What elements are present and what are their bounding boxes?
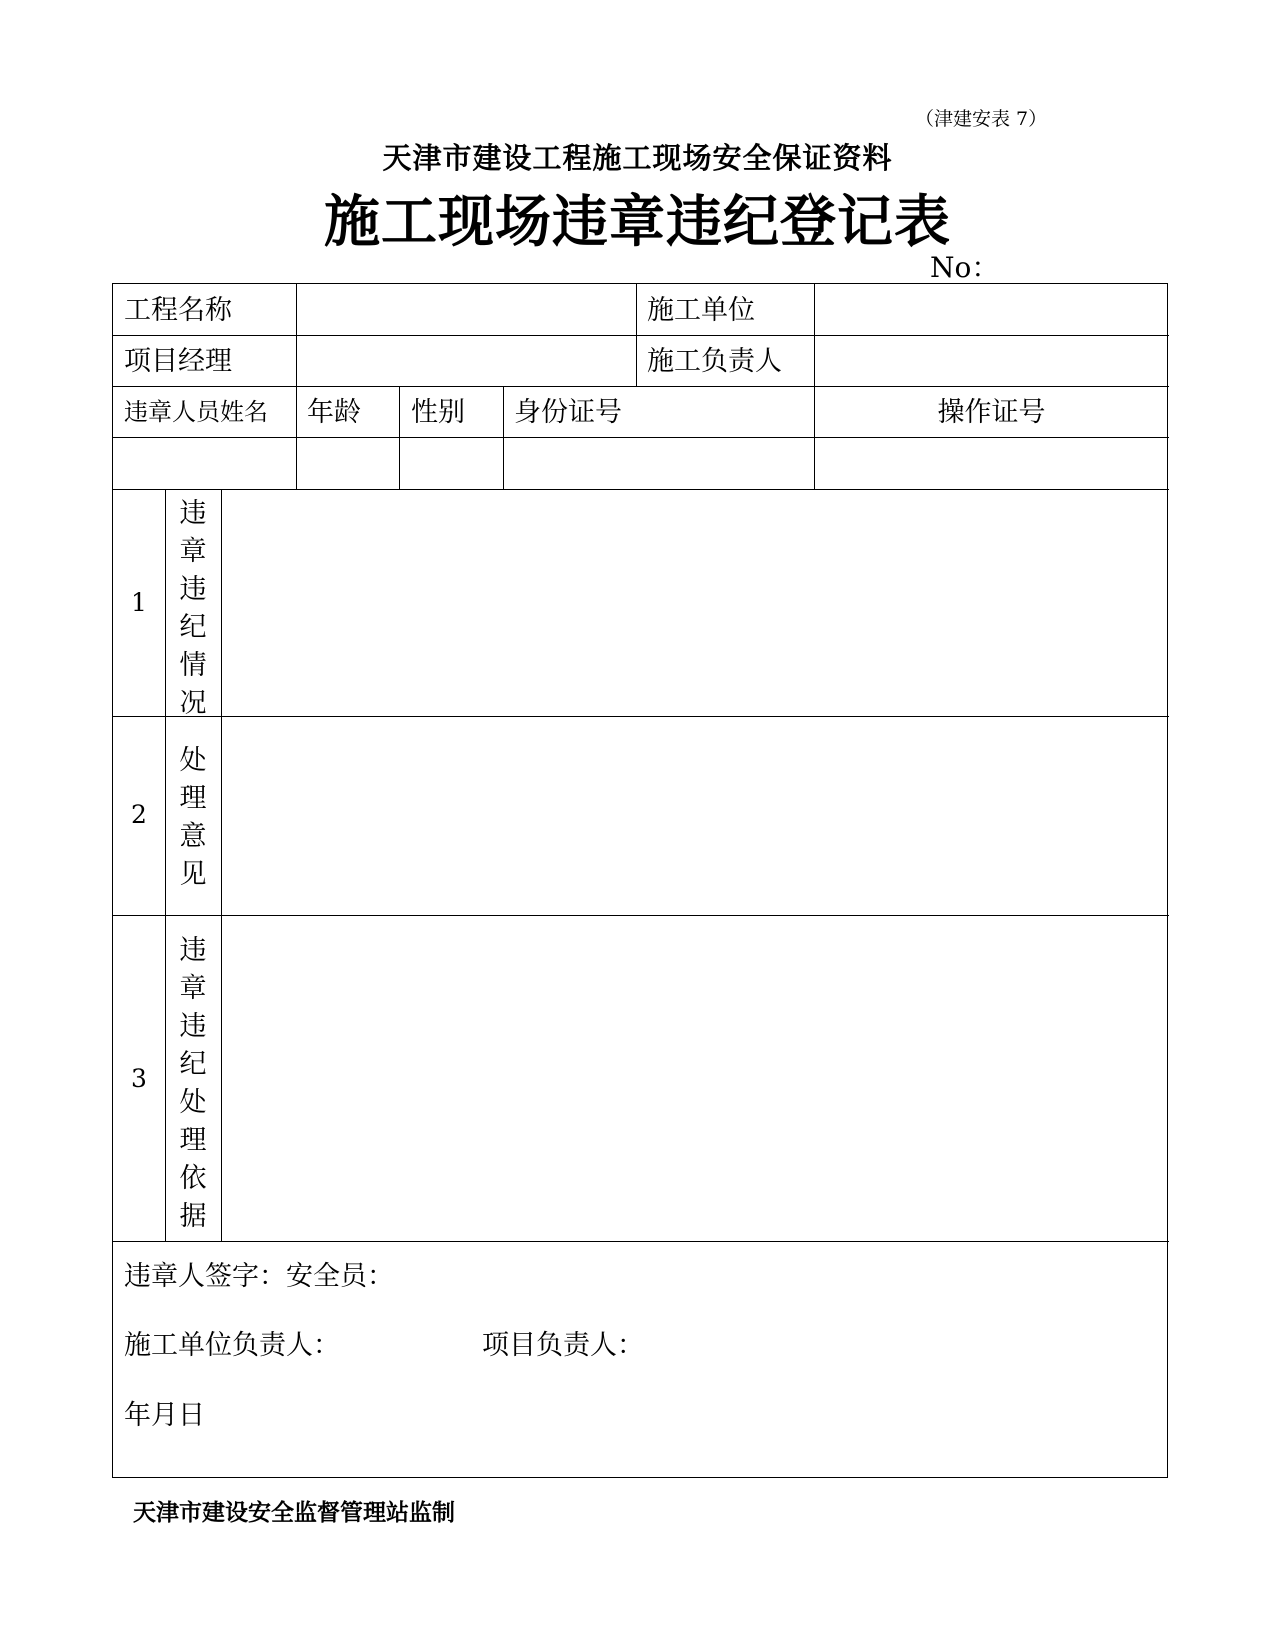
issuer-footer: 天津市建设安全监督管理站监制 — [133, 1500, 455, 1526]
serial-number-label: No： — [930, 251, 1000, 284]
project-manager-field[interactable] — [308, 348, 628, 378]
column-divider — [221, 489, 222, 1241]
row-divider — [113, 386, 1169, 387]
project-name-field[interactable] — [308, 297, 628, 327]
age-header: 年龄 — [307, 397, 361, 428]
age-field[interactable] — [303, 450, 393, 482]
construction-leader-label: 施工负责人 — [647, 346, 782, 377]
id-number-field[interactable] — [510, 450, 808, 482]
violator-name-field[interactable] — [121, 450, 291, 482]
violator-signature-label: 违章人签字：安全员： — [124, 1261, 394, 1292]
section-number: 2 — [131, 800, 147, 829]
id-number-header: 身份证号 — [514, 397, 622, 428]
handling-opinion-label: 处 理 意 见 — [179, 745, 207, 890]
project-manager-label: 项目经理 — [124, 346, 232, 377]
row-divider — [113, 1241, 1169, 1242]
column-divider — [503, 386, 504, 489]
operation-cert-header: 操作证号 — [937, 397, 1046, 428]
form-code: （津建安表 7） — [915, 108, 1048, 130]
row-divider — [113, 489, 1169, 490]
page-title: 施工现场违章违纪登记表 — [324, 190, 951, 255]
column-divider — [814, 284, 815, 489]
project-name-label: 工程名称 — [124, 295, 232, 326]
column-divider — [296, 386, 297, 489]
gender-field[interactable] — [406, 450, 496, 482]
section-number: 1 — [131, 588, 147, 617]
section-number: 3 — [131, 1064, 147, 1093]
org-title: 天津市建设工程施工现场安全保证资料 — [382, 141, 893, 175]
column-divider — [296, 284, 297, 386]
violation-situation-label: 违 章 违 纪 情 况 — [179, 498, 207, 719]
row-divider — [113, 335, 1169, 336]
violation-situation-field[interactable] — [231, 499, 1157, 707]
operation-cert-field[interactable] — [821, 450, 1161, 482]
violation-register-table — [112, 283, 1168, 1478]
handling-basis-label: 违 章 违 纪 处 理 依 据 — [179, 935, 207, 1232]
row-divider — [113, 437, 1169, 438]
unit-leader-signature-label: 施工单位负责人： — [124, 1330, 340, 1361]
gender-header: 性别 — [411, 397, 465, 428]
construction-leader-field[interactable] — [825, 348, 1155, 378]
row-divider — [113, 915, 1169, 916]
column-divider — [399, 386, 400, 489]
project-leader-signature-label: 项目负责人： — [482, 1330, 644, 1361]
handling-opinion-field[interactable] — [231, 726, 1157, 906]
construction-unit-field[interactable] — [825, 297, 1155, 327]
construction-unit-label: 施工单位 — [647, 295, 755, 326]
signature-date-label: 年月日 — [124, 1400, 205, 1431]
handling-basis-field[interactable] — [231, 925, 1157, 1231]
violator-name-header: 违章人员姓名 — [124, 398, 268, 426]
column-divider — [636, 284, 637, 386]
row-divider — [113, 716, 1169, 717]
